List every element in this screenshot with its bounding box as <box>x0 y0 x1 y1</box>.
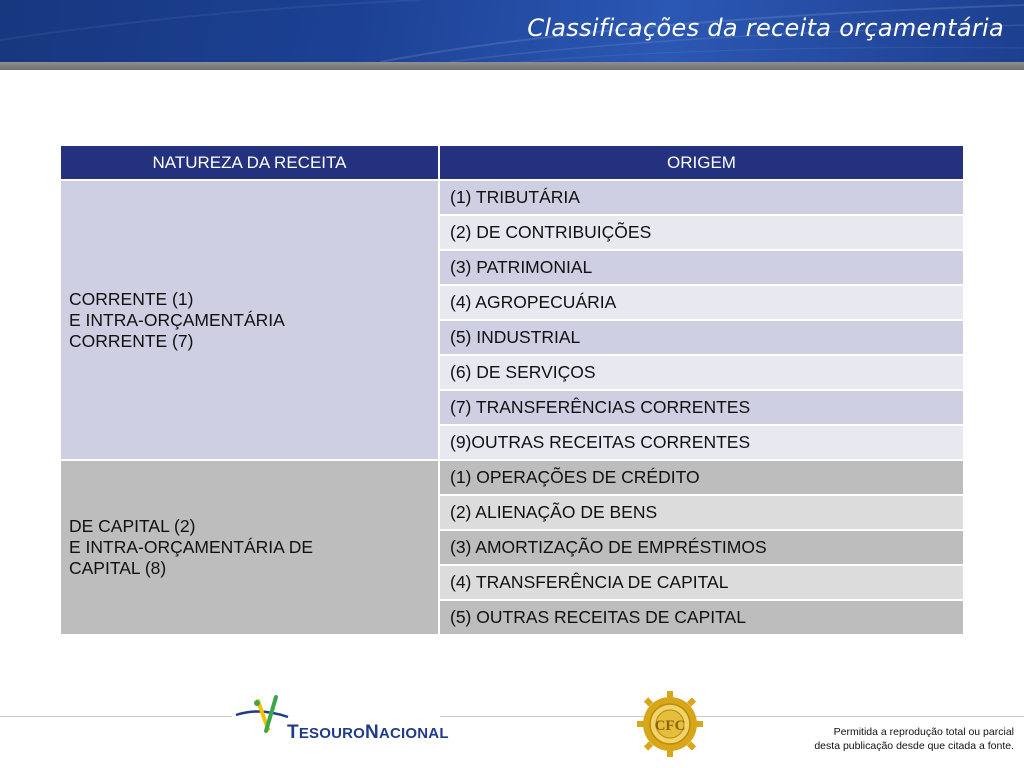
origem-cell: (1) TRIBUTÁRIA <box>439 180 964 215</box>
permission-notice <box>814 725 1014 753</box>
natureza-capital-cell <box>60 460 439 635</box>
natureza-label: E INTRA-ORÇAMENTÁRIA DE <box>69 537 314 557</box>
table-row <box>60 460 964 495</box>
origem-cell: (6) DE SERVIÇOS <box>439 355 964 390</box>
origem-cell: (4) TRANSFERÊNCIA DE CAPITAL <box>439 565 964 600</box>
origem-cell: (3) PATRIMONIAL <box>439 250 964 285</box>
origem-cell: (5) INDUSTRIAL <box>439 320 964 355</box>
header-divider <box>0 62 1024 70</box>
natureza-label: CAPITAL (8) <box>69 558 167 578</box>
permission-line: Permitida a reprodução total ou parcial <box>833 726 1014 738</box>
natureza-label: CORRENTE (7) <box>69 330 194 351</box>
footer-divider-left <box>0 716 232 717</box>
table-row <box>60 180 964 215</box>
origem-cell: (4) AGROPECUÁRIA <box>439 285 964 320</box>
permission-line: desta publicação desde que citada a fonte. <box>814 740 1014 752</box>
natureza-corrente-cell <box>60 180 439 460</box>
natureza-label: DE CAPITAL (2) <box>69 516 196 536</box>
origem-cell: (2) ALIENAÇÃO DE BENS <box>439 495 964 530</box>
footer-divider-right <box>440 716 1024 717</box>
origem-cell: (1) OPERAÇÕES DE CRÉDITO <box>439 460 964 495</box>
origem-cell: (3) AMORTIZAÇÃO DE EMPRÉSTIMOS <box>439 530 964 565</box>
natureza-label: E INTRA-ORÇAMENTÁRIA <box>69 309 285 330</box>
table-header-row <box>60 145 964 180</box>
column-header-origem: ORIGEM <box>439 145 964 180</box>
header-banner <box>0 0 1024 62</box>
svg-text:CFC: CFC <box>654 718 686 734</box>
cfc-seal-icon <box>636 690 704 758</box>
origem-cell: (9)OUTRAS RECEITAS CORRENTES <box>439 425 964 460</box>
origem-cell: (5) OUTRAS RECEITAS DE CAPITAL <box>439 600 964 635</box>
column-header-natureza: NATUREZA DA RECEITA <box>60 145 439 180</box>
page-title: Classificações da receita orçamentária <box>527 14 1004 42</box>
tesouro-nacional-wordmark: TESOURONACIONAL <box>287 722 449 743</box>
natureza-label: CORRENTE (1) <box>69 288 194 309</box>
classification-table <box>59 144 963 636</box>
origem-cell: (2) DE CONTRIBUIÇÕES <box>439 215 964 250</box>
origem-cell: (7) TRANSFERÊNCIAS CORRENTES <box>439 390 964 425</box>
